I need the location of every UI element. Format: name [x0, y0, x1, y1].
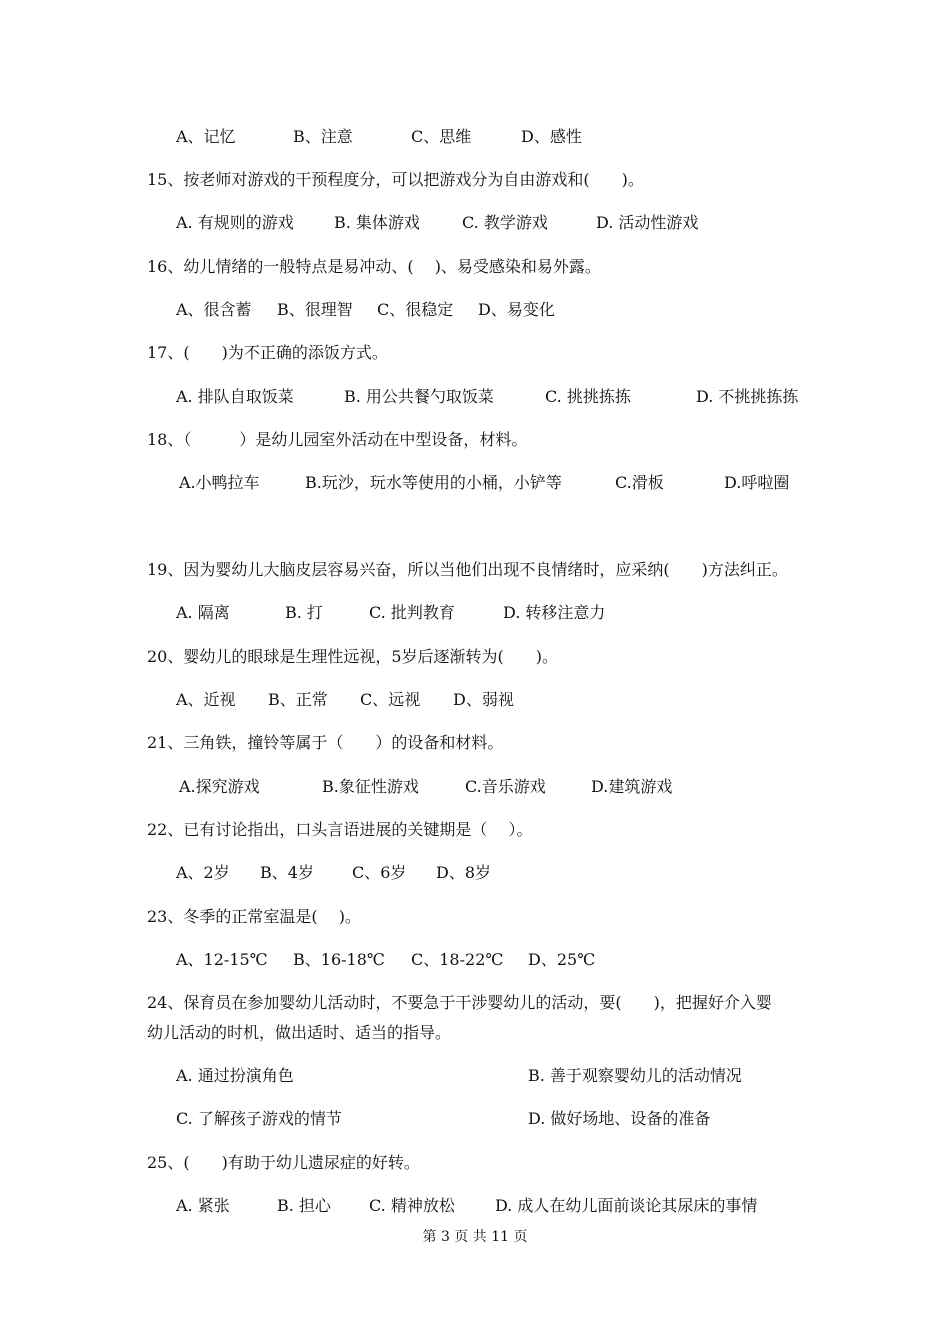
option-a: A、很含蓄 — [176, 300, 252, 319]
option-d: D. 活动性游戏 — [596, 213, 699, 232]
option-a: A. 排队自取饭菜 — [176, 387, 294, 406]
options-q22 — [0, 863, 950, 883]
option-a: A、记忆 — [176, 127, 236, 146]
options-q15 — [0, 213, 950, 233]
option-a: A. 紧张 — [176, 1196, 230, 1215]
question-24-line-1: 24、保育员在参加婴幼儿活动时，不要急于干涉婴幼儿的活动，要( )，把握好介入婴 — [147, 993, 772, 1012]
options-q18 — [0, 473, 950, 493]
question-17: 17、( )为不正确的添饭方式。 — [147, 343, 388, 362]
option-a: A、近视 — [176, 690, 236, 709]
option-d: D. 做好场地、设备的准备 — [528, 1109, 711, 1128]
option-b: B. 集体游戏 — [334, 213, 420, 232]
option-a: A. 有规则的游戏 — [176, 213, 294, 232]
option-c: C、6岁 — [352, 863, 407, 882]
option-a: A. 通过扮演角色 — [176, 1066, 294, 1085]
question-21: 21、三角铁，撞铃等属于（ ）的设备和材料。 — [147, 733, 504, 752]
option-c: C.音乐游戏 — [465, 777, 546, 796]
option-b: B.玩沙，玩水等使用的小桶，小铲等 — [305, 473, 562, 492]
page-number-footer: 第 3 页 共 11 页 — [422, 1229, 528, 1245]
options-q19 — [0, 603, 950, 623]
option-a: A. 隔离 — [176, 603, 230, 622]
option-d: D、感性 — [521, 127, 582, 146]
option-a: A.小鸭拉车 — [179, 473, 260, 492]
options-q20 — [0, 690, 950, 710]
question-20: 20、婴幼儿的眼球是生理性远视，5岁后逐渐转为( )。 — [147, 647, 559, 666]
option-c: C、18-22℃ — [411, 950, 504, 969]
option-d: D.建筑游戏 — [591, 777, 673, 796]
option-c: C. 精神放松 — [369, 1196, 455, 1215]
option-b: B. 用公共餐勺取饭菜 — [344, 387, 494, 406]
options-q23 — [0, 950, 950, 970]
option-c: C. 了解孩子游戏的情节 — [176, 1109, 342, 1128]
options-q24-row-2 — [0, 1109, 950, 1129]
option-c: C.滑板 — [615, 473, 664, 492]
option-c: C、很稳定 — [377, 300, 454, 319]
option-b: B. 打 — [285, 603, 323, 622]
option-b: B. 担心 — [277, 1196, 331, 1215]
option-d: D.呼啦圈 — [724, 473, 790, 492]
question-22: 22、已有讨论指出，口头言语进展的关键期是（ ）。 — [147, 820, 533, 839]
options-q16 — [0, 300, 950, 320]
option-a: A、12-15℃ — [176, 950, 268, 969]
question-18: 18、（ ）是幼儿园室外活动在中型设备，材料。 — [147, 430, 528, 449]
question-19: 19、因为婴幼儿大脑皮层容易兴奋，所以当他们出现不良情绪时，应采纳( )方法纠正。 — [147, 560, 788, 579]
option-c: C、思维 — [411, 127, 472, 146]
option-d: D、25℃ — [528, 950, 596, 969]
question-25: 25、( )有助于幼儿遗尿症的好转。 — [147, 1153, 420, 1172]
question-24-line-2: 幼儿活动的时机，做出适时、适当的指导。 — [147, 1023, 452, 1042]
option-b: B、很理智 — [277, 300, 353, 319]
option-d: D. 成人在幼儿面前谈论其尿床的事情 — [495, 1196, 758, 1215]
option-c: C、远视 — [360, 690, 421, 709]
option-b: B、4岁 — [260, 863, 314, 882]
option-b: B、正常 — [268, 690, 328, 709]
option-c: C. 教学游戏 — [462, 213, 548, 232]
options-q17 — [0, 387, 950, 407]
question-16: 16、幼儿情绪的一般特点是易冲动、( )、易受感染和易外露。 — [147, 257, 601, 276]
option-d: D、弱视 — [453, 690, 514, 709]
option-b: B、16-18℃ — [293, 950, 385, 969]
option-c: C. 批判教育 — [369, 603, 455, 622]
option-c: C. 挑挑拣拣 — [545, 387, 631, 406]
option-d: D. 转移注意力 — [503, 603, 606, 622]
option-b: B.象征性游戏 — [322, 777, 419, 796]
options-q21 — [0, 777, 950, 797]
option-a: A、2岁 — [176, 863, 230, 882]
option-d: D. 不挑挑拣拣 — [696, 387, 799, 406]
option-d: D、8岁 — [436, 863, 492, 882]
options-q25 — [0, 1196, 950, 1216]
options-q14 — [0, 127, 950, 147]
option-a: A.探究游戏 — [179, 777, 260, 796]
question-23: 23、冬季的正常室温是( )。 — [147, 907, 361, 926]
option-d: D、易变化 — [478, 300, 555, 319]
option-b: B、注意 — [293, 127, 353, 146]
question-15: 15、按老师对游戏的干预程度分，可以把游戏分为自由游戏和( )。 — [147, 170, 644, 189]
option-b: B. 善于观察婴幼儿的活动情况 — [528, 1066, 742, 1085]
options-q24-row-1 — [0, 1066, 950, 1086]
